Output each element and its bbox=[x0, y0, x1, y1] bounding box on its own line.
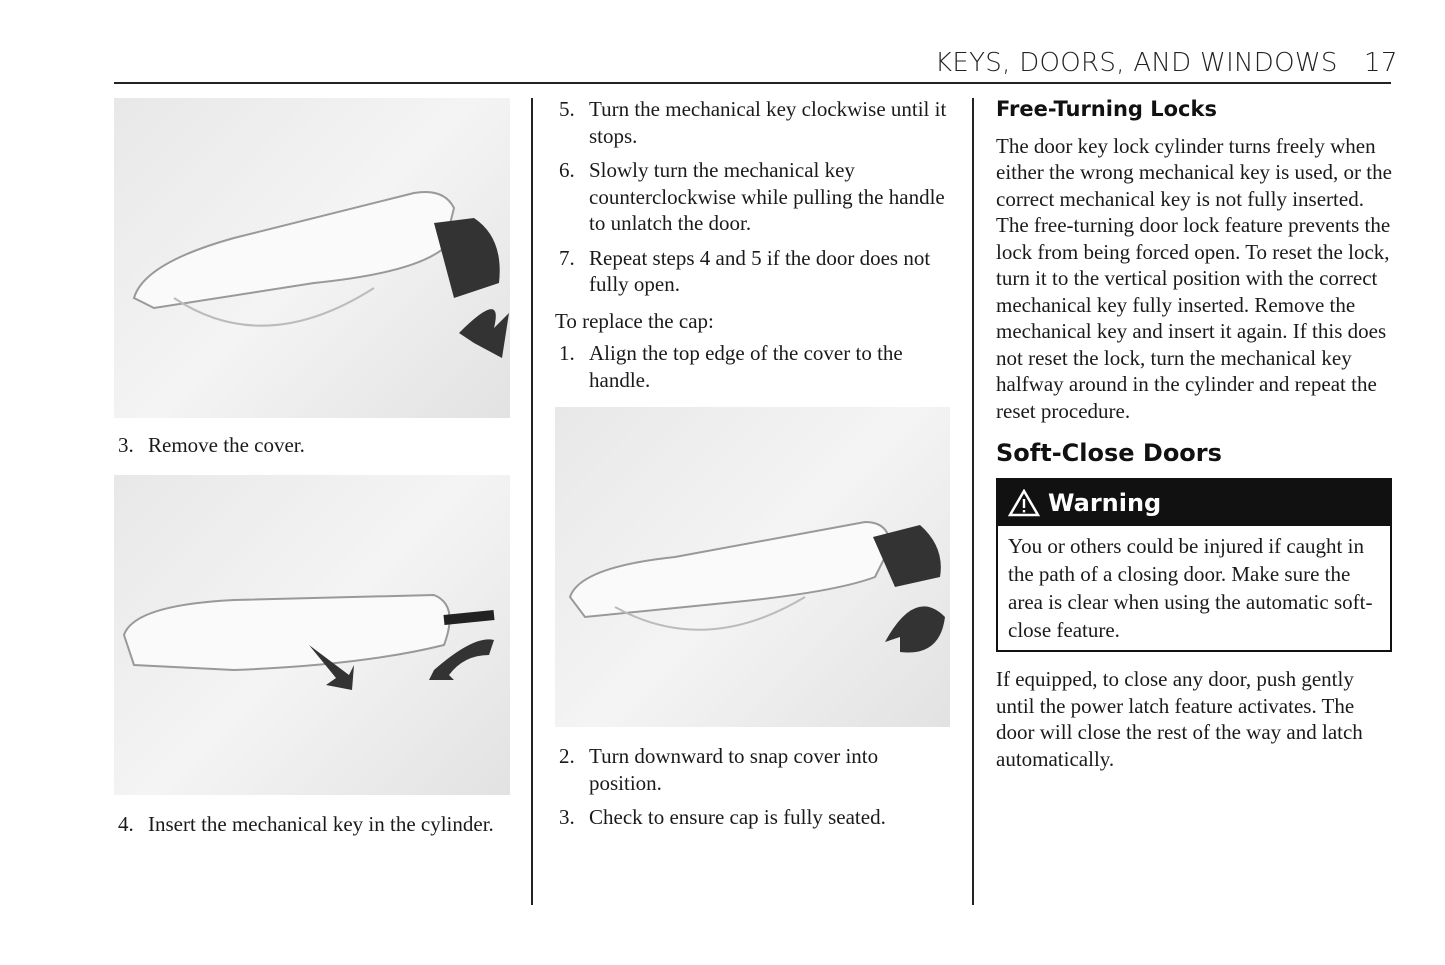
step-4: 4. Insert the mechanical key in the cylinder. bbox=[118, 811, 494, 836]
page-number: 17 bbox=[1364, 48, 1398, 78]
free-turning-text: The door key lock cylinder turns freely when either the wrong mechanical key is used, or the correct mechanical key is not fully inserted. The free-turning door lock feature prevents the lock from being forced open. To reset the lock, turn it to the vertical position with the correct mechanical key fully inserted. Remove the mechanical key and insert it again. If this does not reset the lock, turn the mechanical key halfway around in the cylinder and repeat the reset procedure. bbox=[996, 133, 1392, 423]
column-divider bbox=[531, 98, 533, 905]
step-6: 6. Slowly turn the mechanical key counterclockwise while pulling the handle to unlatch the door. bbox=[559, 158, 945, 235]
warning-box bbox=[996, 478, 1392, 652]
illustration-remove-cover bbox=[114, 98, 510, 418]
column-1 bbox=[114, 98, 514, 845]
soft-close-text: If equipped, to close any door, push gently until the power latch feature activates. The door will close the rest of the way and latch automatically. bbox=[996, 667, 1363, 771]
illustration-replace-cap bbox=[555, 407, 950, 727]
replace-step-2: 2. Turn downward to snap cover into position. bbox=[559, 744, 879, 795]
section-title: KEYS, DOORS, AND WINDOWS bbox=[935, 48, 1338, 78]
step-5: 5. Turn the mechanical key clockwise until it stops. bbox=[559, 97, 947, 148]
column-3 bbox=[996, 96, 1392, 772]
illustration-insert-key bbox=[114, 475, 510, 795]
soft-close-heading: Soft-Close Doors bbox=[996, 439, 1222, 467]
replace-step-3: 3. Check to ensure cap is fully seated. bbox=[559, 805, 886, 829]
warning-text: You or others could be injured if caught in the path of a closing door. Make sure the area is clear when using the automatic soft-close feature. bbox=[1008, 534, 1373, 642]
warning-header: Warning bbox=[998, 480, 1390, 526]
free-turning-heading: Free-Turning Locks bbox=[996, 97, 1217, 121]
column-2 bbox=[555, 96, 955, 839]
step-7: 7. Repeat steps 4 and 5 if the door does not fully open. bbox=[559, 245, 931, 296]
column-divider bbox=[972, 98, 974, 905]
header-rule bbox=[114, 82, 1391, 84]
replace-step-1: 1. Align the top edge of the cover to the handle. bbox=[559, 341, 903, 392]
warning-triangle-icon bbox=[1008, 489, 1040, 517]
replace-intro: To replace the cap: bbox=[555, 308, 714, 333]
step-3: 3. Remove the cover. bbox=[118, 433, 305, 457]
